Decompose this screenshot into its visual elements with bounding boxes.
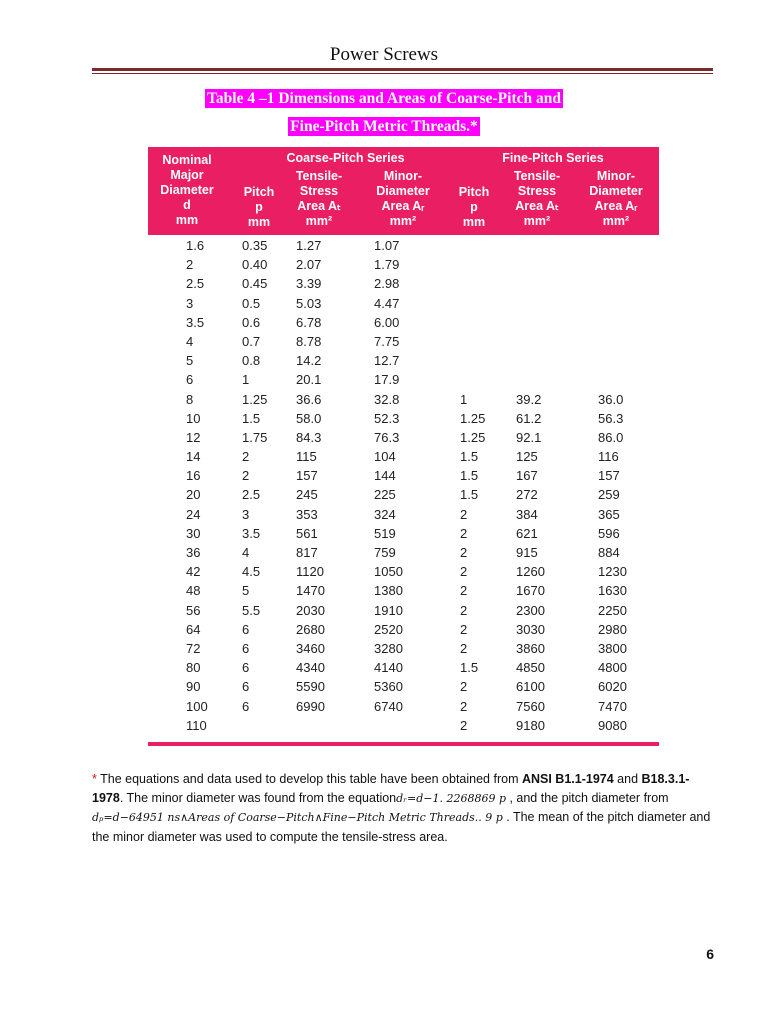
table-cell: 144 — [374, 468, 396, 484]
table-cell: 1910 — [374, 602, 403, 618]
header-fine-tensile — [504, 169, 570, 229]
header-line: Nominal — [162, 153, 212, 167]
running-header: Power Screws — [329, 44, 439, 65]
table-cell: 2 — [460, 506, 468, 522]
table-cell: 365 — [598, 506, 620, 522]
footnote-text-4: , and the pitch diameter from — [505, 790, 669, 805]
header-rule-thin — [92, 73, 713, 74]
table-cell: 2520 — [374, 621, 403, 637]
table-cell: 17.9 — [374, 372, 400, 388]
header-line: mm² — [305, 214, 333, 228]
table-cell: 2300 — [516, 602, 545, 618]
table-cell: 1.25 — [460, 410, 486, 426]
table-cell: 36.0 — [598, 391, 624, 407]
table-cell: 6 — [186, 372, 194, 388]
table-row — [148, 466, 659, 485]
table-cell: 259 — [598, 487, 620, 503]
header-line: mm — [462, 215, 486, 229]
table-cell: 1.5 — [460, 660, 479, 676]
table-cell: 2 — [460, 525, 468, 541]
footnote-standard-2: B18.3.1-1978 — [92, 772, 690, 805]
table-cell: 6.78 — [296, 314, 322, 330]
table-cell: 4.5 — [242, 564, 261, 580]
table-cell: 5 — [242, 583, 250, 599]
table-cell: 80 — [186, 660, 201, 676]
table-cell: 20 — [186, 487, 201, 503]
footnote-text-3: . The minor diameter was found from the equation — [119, 790, 397, 805]
header-line: Minor- — [596, 169, 636, 183]
table-cell: 884 — [598, 545, 620, 560]
table-cell: 92.1 — [516, 429, 542, 445]
table-cell: 56.3 — [598, 410, 624, 426]
footnote-text-1: The equations and data used to develop this table have been obtained from — [96, 772, 522, 786]
table-cell: 7470 — [598, 698, 627, 714]
table-cell: 5 — [186, 353, 194, 369]
table-cell: 39.2 — [516, 391, 542, 407]
header-line: Diameter — [160, 183, 214, 197]
table-cell: 32.8 — [374, 391, 400, 407]
table-cell: 1470 — [296, 583, 325, 599]
table-cell: 7560 — [516, 698, 545, 714]
table-cell: 84.3 — [296, 429, 322, 445]
table-row — [148, 236, 659, 255]
table-cell: 7.75 — [374, 333, 400, 349]
header-line: Stress — [517, 184, 557, 198]
table-cell: 2 — [460, 583, 468, 599]
table-header — [148, 147, 659, 235]
table-cell: 12 — [186, 429, 201, 445]
table-cell: 353 — [296, 506, 318, 522]
header-rule-thick — [92, 68, 713, 71]
caption-text-2: Fine-Pitch Metric Threads.* — [290, 118, 478, 135]
table-cell: 1260 — [516, 564, 545, 580]
table-cell: 56 — [186, 602, 201, 618]
table-cell: 2 — [460, 698, 468, 714]
header-coarse-tensile — [288, 169, 350, 229]
header-line: p — [470, 200, 478, 214]
table-cell: 1.5 — [242, 410, 261, 426]
table-cell: 2.98 — [374, 276, 400, 292]
table-cell: 561 — [296, 525, 318, 541]
table-cell: 1380 — [374, 583, 403, 599]
table-cell: 915 — [516, 545, 538, 560]
table-cell: 6020 — [598, 679, 627, 695]
table-cell: 2 — [460, 717, 468, 733]
table-cell: 90 — [186, 679, 201, 695]
footnote-marker: * — [92, 772, 97, 786]
table-cell: 2.07 — [296, 257, 322, 273]
header-coarse-group: Coarse-Pitch Series — [286, 151, 405, 165]
table-cell: 6100 — [516, 679, 545, 695]
header-line: Area Aₜ — [297, 199, 341, 213]
table-cell: 157 — [296, 468, 318, 484]
table-cell: 3.5 — [186, 314, 205, 330]
table-cell: 0.45 — [242, 276, 268, 292]
table-cell: 6740 — [374, 698, 403, 714]
table-cell: 384 — [516, 506, 538, 522]
table-cell: 42 — [186, 564, 201, 580]
header-line: Area Aᵣ — [381, 199, 425, 213]
table-cell: 0.6 — [242, 314, 261, 330]
table-cell: 0.8 — [242, 353, 261, 369]
header-line: mm² — [389, 214, 417, 228]
table-cell: 759 — [374, 545, 396, 560]
table-cell: 1 — [242, 372, 250, 388]
table-cell: 1.5 — [460, 449, 479, 465]
header-line: Tensile- — [513, 169, 561, 183]
table-cell: 2 — [460, 679, 468, 695]
table-cell: 30 — [186, 525, 201, 541]
table-cell: 225 — [374, 487, 396, 503]
table-cell: 1120 — [296, 564, 324, 580]
table-cell: 14.2 — [296, 353, 322, 369]
table-cell: 4800 — [598, 660, 627, 676]
table-cell: 0.40 — [242, 257, 268, 273]
table-row — [148, 313, 659, 332]
table-cell: 2 — [460, 640, 468, 656]
table-cell: 14 — [186, 449, 201, 465]
table-cell: 621 — [516, 525, 538, 541]
table-cell: 2.5 — [186, 276, 205, 292]
table-row — [148, 697, 659, 716]
header-coarse-pitch — [234, 185, 284, 230]
table-cell: 1.79 — [374, 257, 400, 273]
footnote-equation-pitch: dₚ=d−64951 ns∧Areas of Coarse−Pitch∧Fine−Pitch Metric Threads.. 9 p — [92, 811, 503, 824]
table-cell: 1630 — [598, 583, 627, 599]
table-cell: 4 — [242, 545, 250, 560]
table-cell: 4 — [186, 333, 194, 349]
header-line: Pitch — [458, 185, 490, 199]
table-cell: 4340 — [296, 660, 325, 676]
table-cell: 817 — [296, 545, 318, 560]
table-cell: 5.5 — [242, 602, 261, 618]
header-line: Tensile- — [295, 169, 343, 183]
table-cell: 0.35 — [242, 238, 268, 253]
footnote-equation-minor: dᵣ=d−1. 2268869 p — [396, 791, 506, 805]
header-line: Diameter — [589, 184, 643, 198]
table-cell: 3.39 — [296, 276, 322, 292]
table-row — [148, 524, 659, 543]
header-line: Major — [170, 168, 204, 182]
table-cell: 2 — [460, 564, 468, 580]
footnote-text-2: and — [613, 772, 642, 786]
table-cell: 125 — [516, 449, 538, 465]
header-nominal — [150, 153, 224, 228]
table-cell: 3860 — [516, 640, 545, 656]
table-cell: 5.03 — [296, 295, 322, 311]
table-row — [148, 255, 659, 274]
table-cell: 3460 — [296, 640, 325, 656]
table-cell: 115 — [296, 449, 317, 465]
table-cell: 52.3 — [374, 410, 400, 426]
table-row — [148, 639, 659, 658]
table-cell: 1.27 — [296, 238, 322, 253]
table-cell: 104 — [374, 449, 396, 465]
table-cell: 86.0 — [598, 429, 624, 445]
table-cell: 2980 — [598, 621, 627, 637]
header-fine-pitch — [450, 185, 498, 230]
table-cell: 6 — [242, 621, 250, 637]
table-cell: 4.47 — [374, 295, 400, 311]
header-coarse-minor — [366, 169, 440, 229]
table-cell: 1230 — [598, 564, 627, 580]
table-cell: 5590 — [296, 679, 325, 695]
table-cell: 64 — [186, 621, 201, 637]
table-cell: 3030 — [516, 621, 545, 637]
table-cell: 6 — [242, 640, 250, 656]
table-cell: 100 — [186, 698, 208, 714]
table-cell: 157 — [598, 468, 620, 484]
table-body — [148, 236, 659, 735]
table-cell: 2 — [242, 468, 250, 484]
table-row — [148, 562, 659, 581]
table-cell: 3280 — [374, 640, 403, 656]
table-cell: 1.25 — [242, 391, 268, 407]
table-cell: 4140 — [374, 660, 403, 676]
table-caption-line-2 — [0, 118, 768, 136]
table-cell: 1.5 — [460, 487, 479, 503]
table-cell: 2 — [460, 545, 468, 560]
table-row — [148, 428, 659, 447]
header-line: Pitch — [243, 185, 275, 199]
header-line: Minor- — [383, 169, 423, 183]
table-cell: 3 — [242, 506, 250, 522]
footnote-standard-1: ANSI B1.1-1974 — [521, 772, 614, 786]
table-bottom-rule — [148, 742, 659, 746]
table-cell: 1.6 — [186, 238, 205, 253]
table-cell: 9180 — [516, 717, 545, 733]
table-row — [148, 332, 659, 351]
table-cell: 20.1 — [296, 372, 322, 388]
table-cell: 3 — [186, 295, 194, 311]
table-row — [148, 716, 659, 735]
table-row — [148, 351, 659, 370]
table-cell: 72 — [186, 640, 201, 656]
table-cell: 1670 — [516, 583, 545, 599]
table-cell: 2 — [242, 449, 250, 465]
table-cell: 61.2 — [516, 410, 542, 426]
table-cell: 5360 — [374, 679, 403, 695]
header-line: Stress — [299, 184, 339, 198]
table-row — [148, 485, 659, 504]
table-cell: 6 — [242, 679, 250, 695]
header-line: Area Aₜ — [515, 199, 559, 213]
table-row — [148, 409, 659, 428]
table-row — [148, 581, 659, 600]
table-cell: 1.5 — [460, 468, 479, 484]
table-row — [148, 370, 659, 389]
header-line: Diameter — [376, 184, 430, 198]
table-cell: 324 — [374, 506, 396, 522]
table-cell: 48 — [186, 583, 201, 599]
table-cell: 2 — [186, 257, 194, 273]
caption-text-1: Table 4 –1 Dimensions and Areas of Coarse-Pitch and — [207, 90, 561, 107]
table-row — [148, 677, 659, 696]
table-cell: 1 — [460, 391, 468, 407]
table-row — [148, 294, 659, 313]
table-cell: 272 — [516, 487, 538, 503]
table-cell: 2030 — [296, 602, 325, 618]
table-cell: 0.5 — [242, 295, 261, 311]
header-fine-minor — [578, 169, 654, 229]
footnote — [92, 770, 717, 846]
table-cell: 596 — [598, 525, 620, 541]
table-cell: 16 — [186, 468, 201, 484]
table-cell: 1.75 — [242, 429, 268, 445]
table-cell: 116 — [598, 449, 619, 465]
table-row — [148, 274, 659, 293]
table-cell: 2 — [460, 602, 468, 618]
table-cell: 245 — [296, 487, 318, 503]
table-cell: 2 — [460, 621, 468, 637]
header-line: p — [255, 200, 263, 214]
table-cell: 2250 — [598, 602, 627, 618]
table-cell: 2.5 — [242, 487, 261, 503]
table-cell: 110 — [186, 717, 207, 733]
table-cell: 9080 — [598, 717, 627, 733]
table-cell: 36.6 — [296, 391, 322, 407]
header-fine-group: Fine-Pitch Series — [502, 151, 604, 165]
table-cell: 3800 — [598, 640, 627, 656]
header-line: mm² — [523, 214, 551, 228]
table-cell: 8 — [186, 391, 194, 407]
table-caption-line-1 — [0, 90, 768, 108]
table-row — [148, 658, 659, 677]
table-cell: 0.7 — [242, 333, 261, 349]
table-cell: 6.00 — [374, 314, 400, 330]
table-cell: 167 — [516, 468, 538, 484]
table-cell: 6 — [242, 660, 250, 676]
table-cell: 3.5 — [242, 525, 261, 541]
table-row — [148, 447, 659, 466]
table-cell: 6990 — [296, 698, 325, 714]
table-cell: 2680 — [296, 621, 325, 637]
table-row — [148, 601, 659, 620]
table-row — [148, 620, 659, 639]
table-cell: 1.07 — [374, 238, 400, 253]
table-cell: 36 — [186, 545, 201, 560]
page-number: 6 — [706, 946, 714, 962]
table-cell: 1050 — [374, 564, 403, 580]
header-line: mm² — [602, 214, 630, 228]
table-cell: 76.3 — [374, 429, 400, 445]
table-cell: 519 — [374, 525, 396, 541]
table-row — [148, 505, 659, 524]
table-row — [148, 390, 659, 409]
table-cell: 4850 — [516, 660, 545, 676]
table-row — [148, 543, 659, 562]
header-line: mm — [175, 213, 199, 227]
table-cell: 1.25 — [460, 429, 486, 445]
table-cell: 12.7 — [374, 353, 400, 369]
table-cell: 58.0 — [296, 410, 322, 426]
table-cell: 6 — [242, 698, 250, 714]
header-line: Area Aᵣ — [594, 199, 638, 213]
table-cell: 24 — [186, 506, 201, 522]
table-cell: 8.78 — [296, 333, 322, 349]
header-line: mm — [247, 215, 271, 229]
table-cell: 10 — [186, 410, 201, 426]
header-line: d — [183, 198, 191, 212]
footnote-text-5: . The mean of the pitch diameter and the minor diameter was used to compute the tensile-stress area. — [92, 810, 711, 844]
